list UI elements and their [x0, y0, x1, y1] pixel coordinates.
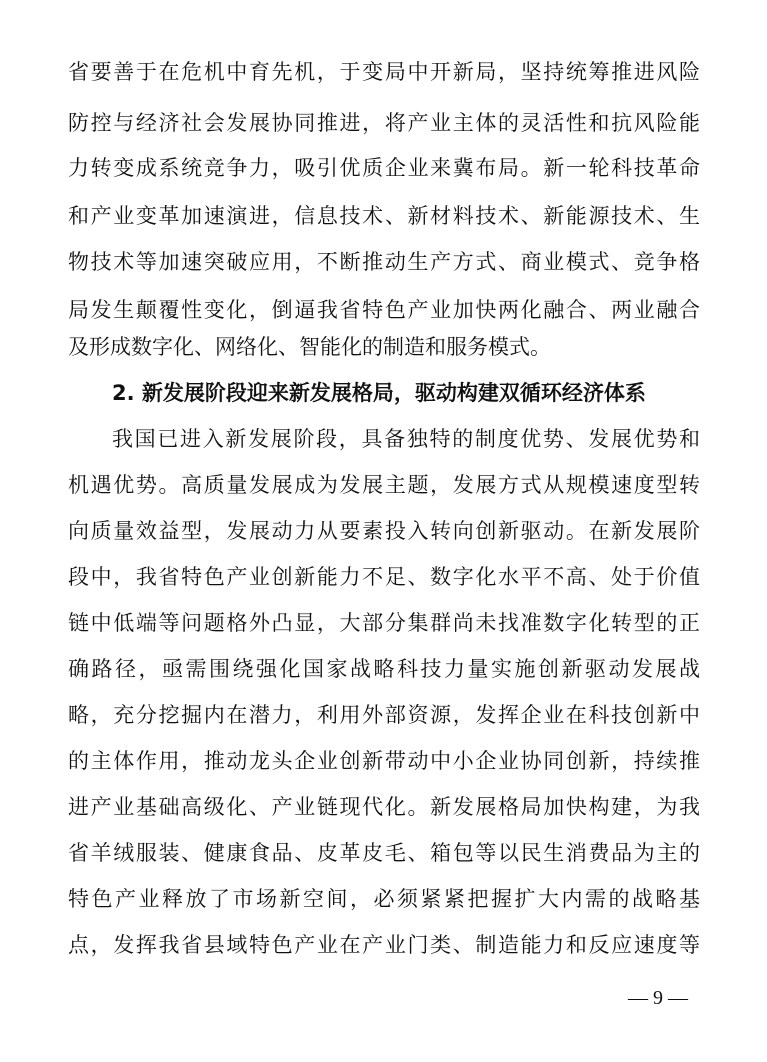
- text-line: 局发生颠覆性变化，倒逼我省特色产业加快两化融合、两业融合: [68, 298, 700, 322]
- text-line: 及形成数字化、网络化、智能化的制造和服务模式。: [68, 335, 551, 359]
- text-line: 力转变成系统竞争力，吸引优质企业来冀布局。新一轮科技革命: [68, 156, 700, 180]
- text-line: 防控与经济社会发展协同推进，将产业主体的灵活性和抗风险能: [68, 111, 700, 135]
- text-line: 链中低端等问题格外凸显，大部分集群尚未找准数字化转型的正: [68, 611, 700, 635]
- text-line: 省要善于在危机中育先机，于变局中开新局，坚持统筹推进风险: [68, 60, 700, 84]
- section-heading: 2. 新发展阶段迎来新发展格局，驱动构建双循环经济体系: [112, 381, 646, 405]
- text-line: 的主体作用，推动龙头企业创新带动中小企业协同创新，持续推: [68, 749, 700, 773]
- text-line: 确路径，亟需围绕强化国家战略科技力量实施创新驱动发展战: [68, 657, 700, 681]
- text-line: 进产业基础高级化、产业链现代化。新发展格局加快构建，为我: [68, 795, 700, 819]
- text-line: 我国已进入新发展阶段，具备独特的制度优势、发展优势和: [112, 427, 700, 451]
- text-line: 略，充分挖掘内在潜力，利用外部资源，发挥企业在科技创新中: [68, 703, 700, 727]
- text-line: 点，发挥我省县域特色产业在产业门类、制造能力和反应速度等: [68, 933, 700, 957]
- text-line: 机遇优势。高质量发展成为发展主题，发展方式从规模速度型转: [68, 473, 700, 497]
- text-line: 特色产业释放了市场新空间，必须紧紧把握扩大内需的战略基: [68, 887, 700, 911]
- text-line: 向质量效益型，发展动力从要素投入转向创新驱动。在新发展阶: [68, 519, 700, 543]
- text-line: 和产业变革加速演进，信息技术、新材料技术、新能源技术、生: [68, 204, 700, 228]
- text-line: 段中，我省特色产业创新能力不足、数字化水平不高、处于价值: [68, 565, 700, 589]
- page-number: — 9 —: [628, 987, 688, 1009]
- text-line: 物技术等加速突破应用，不断推动生产方式、商业模式、竞争格: [68, 250, 700, 274]
- text-line: 省羊绒服装、健康食品、皮革皮毛、箱包等以民生消费品为主的: [68, 841, 700, 865]
